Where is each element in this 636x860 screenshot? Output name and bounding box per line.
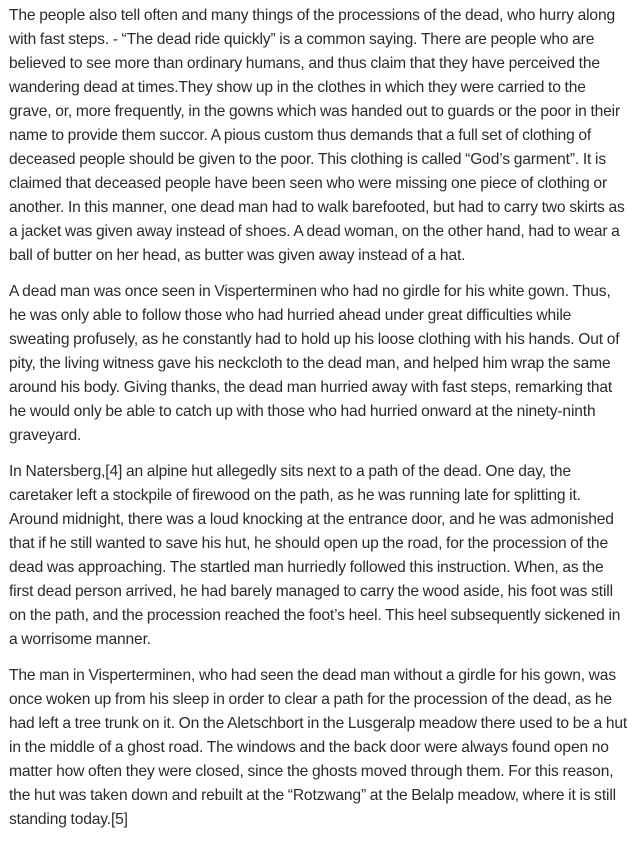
paragraph-processions-of-dead: The people also tell often and many things of the processions of the dead, who hurry along with fast steps. - “The dead ride quickly” is a common saying. There are people who are believed to see more than ordinary humans, and thus claim that they have perceived the wandering dead at times.They show up in the clothes in which they were carried to the grave, or, more frequently, in the gowns which was handed out to guards or the poor in their name to provide them succor. A pious custom thus demands that a full set of clothing of deceased people should be given to the poor. This clothing is called “God’s garment”. It is claimed that deceased people have been seen who were missing one piece of clothing or another. In this manner, one dead man had to walk barefooted, but had to carry two skirts as a jacket was given away instead of shoes. A dead woman, on the other hand, had to wear a ball of butter on her head, as butter was given away instead of a hat. <box>9 7 625 264</box>
paragraph-natersberg-hut: In Natersberg,[4] an alpine hut allegedly sits next to a path of the dead. One day, the caretaker left a stockpile of firewood on the path, as he was running late for splitting it. Around midnight, there was a loud knocking at the entrance door, and he was admonished that if he still wanted to save his hut, he should open up the road, for the procession of the dead was approaching. The startled man hurriedly followed this instruction. When, as the first dead person arrived, he had barely managed to carry the wood aside, his foot was still on the path, and the procession reached the foot’s heel. This heel subsequently sickened in a worrisome manner. <box>9 463 621 648</box>
paragraph-visperterminen-girdle: A dead man was once seen in Visperterminen who had no girdle for his white gown. Thus, he was only able to follow those who had hurried ahead under great difficulties while sweating profusely, as he constantly had to hold up his loose clothing with his hands. Out of pity, the living witness gave his neckcloth to the dead man, and helped him wrap the same around his body. Giving thanks, the dead man hurried away with fast steps, remarking that he would only be able to catch up with those who had hurried onward at the ninety-ninth graveyard. <box>9 283 620 444</box>
paragraph-ghost-road-hut: The man in Visperterminen, who had seen the dead man without a girdle for his gown, was once woken up from his sleep in order to clear a path for the procession of the dead, as he had left a tree trunk on it. On the Aletschbort in the Lusgeralp meadow there used to be a hut in the middle of a ghost road. The windows and the back door were always found open no matter how often they were closed, since the ghosts moved through them. For this reason, the hut was taken down and rebuilt at the “Rotzwang” at the Belalp meadow, where it is still standing today.[5] <box>9 667 628 828</box>
